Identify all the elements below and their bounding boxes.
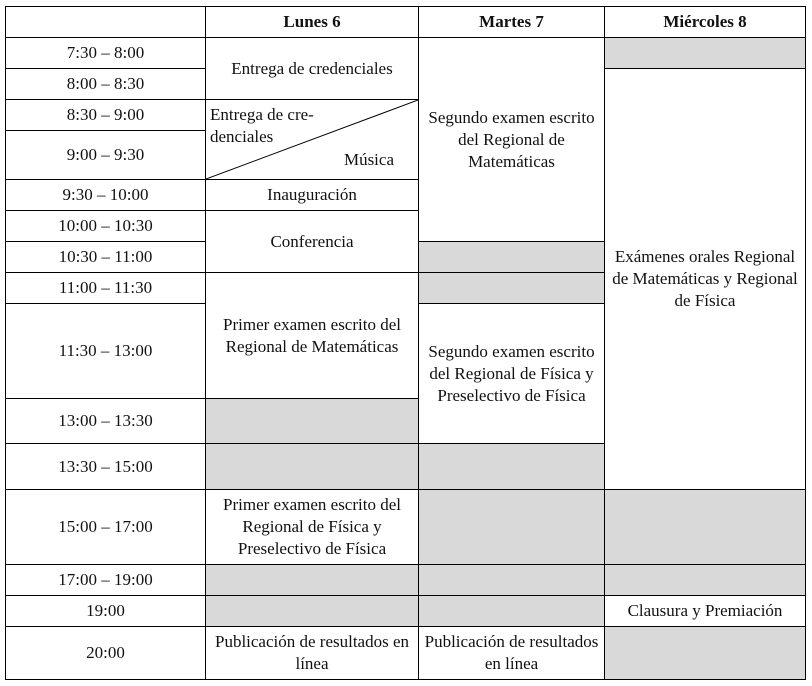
table-row bbox=[6, 490, 806, 565]
lunes-credenciales: Entrega de credenciales bbox=[206, 38, 419, 100]
time-cell: 20:00 bbox=[6, 627, 206, 680]
time-cell: 11:30 – 13:00 bbox=[6, 304, 206, 399]
lunes-credenciales-split: Entrega de cre- denciales bbox=[210, 105, 314, 146]
empty-cell bbox=[605, 490, 806, 565]
time-cell: 9:30 – 10:00 bbox=[6, 180, 206, 211]
lunes-diagonal-cell bbox=[206, 100, 419, 180]
day-header-lunes: Lunes 6 bbox=[206, 7, 419, 38]
time-cell: 11:00 – 11:30 bbox=[6, 273, 206, 304]
empty-cell bbox=[206, 399, 419, 444]
day-header-miercoles: Miércoles 8 bbox=[605, 7, 806, 38]
time-cell: 10:00 – 10:30 bbox=[6, 211, 206, 242]
day-header-martes: Martes 7 bbox=[419, 7, 605, 38]
table-row bbox=[6, 38, 806, 69]
time-cell: 8:00 – 8:30 bbox=[6, 69, 206, 100]
empty-cell bbox=[419, 273, 605, 304]
lunes-musica: Música bbox=[343, 150, 394, 169]
time-cell: 13:00 – 13:30 bbox=[6, 399, 206, 444]
empty-cell bbox=[605, 565, 806, 596]
time-cell: 9:00 – 9:30 bbox=[6, 131, 206, 180]
empty-cell bbox=[206, 596, 419, 627]
time-cell: 13:30 – 15:00 bbox=[6, 444, 206, 490]
lunes-examen-fisica: Primer examen escrito del Regional de Física y Preselectivo de Física bbox=[206, 490, 419, 565]
empty-cell bbox=[419, 242, 605, 273]
empty-cell bbox=[419, 490, 605, 565]
header-row bbox=[6, 7, 806, 38]
time-cell: 7:30 – 8:00 bbox=[6, 38, 206, 69]
corner-cell bbox=[6, 7, 206, 38]
table-row bbox=[6, 565, 806, 596]
empty-cell bbox=[206, 565, 419, 596]
time-cell: 15:00 – 17:00 bbox=[6, 490, 206, 565]
miercoles-clausura: Clausura y Premiación bbox=[605, 596, 806, 627]
lunes-publicacion: Publicación de resultados en línea bbox=[206, 627, 419, 680]
time-cell: 10:30 – 11:00 bbox=[6, 242, 206, 273]
lunes-conferencia: Conferencia bbox=[206, 211, 419, 273]
schedule-table bbox=[5, 6, 806, 680]
martes-examen-matematicas: Segundo examen escrito del Regional de Matemáticas bbox=[419, 38, 605, 242]
time-cell: 19:00 bbox=[6, 596, 206, 627]
miercoles-examenes-orales: Exámenes orales Regional de Matemáticas y Regional de Física bbox=[605, 69, 806, 490]
empty-cell bbox=[206, 444, 419, 490]
empty-cell bbox=[605, 38, 806, 69]
empty-cell bbox=[605, 627, 806, 680]
time-cell: 17:00 – 19:00 bbox=[6, 565, 206, 596]
lunes-examen-matematicas: Primer examen escrito del Regional de Matemáticas bbox=[206, 273, 419, 399]
martes-examen-fisica: Segundo examen escrito del Regional de Física y Preselectivo de Física bbox=[419, 304, 605, 444]
empty-cell bbox=[419, 596, 605, 627]
table-row bbox=[6, 627, 806, 680]
martes-publicacion: Publicación de resultados en línea bbox=[419, 627, 605, 680]
empty-cell bbox=[419, 444, 605, 490]
empty-cell bbox=[419, 565, 605, 596]
lunes-inauguracion: Inauguración bbox=[206, 180, 419, 211]
table-row bbox=[6, 596, 806, 627]
time-cell: 8:30 – 9:00 bbox=[6, 100, 206, 131]
